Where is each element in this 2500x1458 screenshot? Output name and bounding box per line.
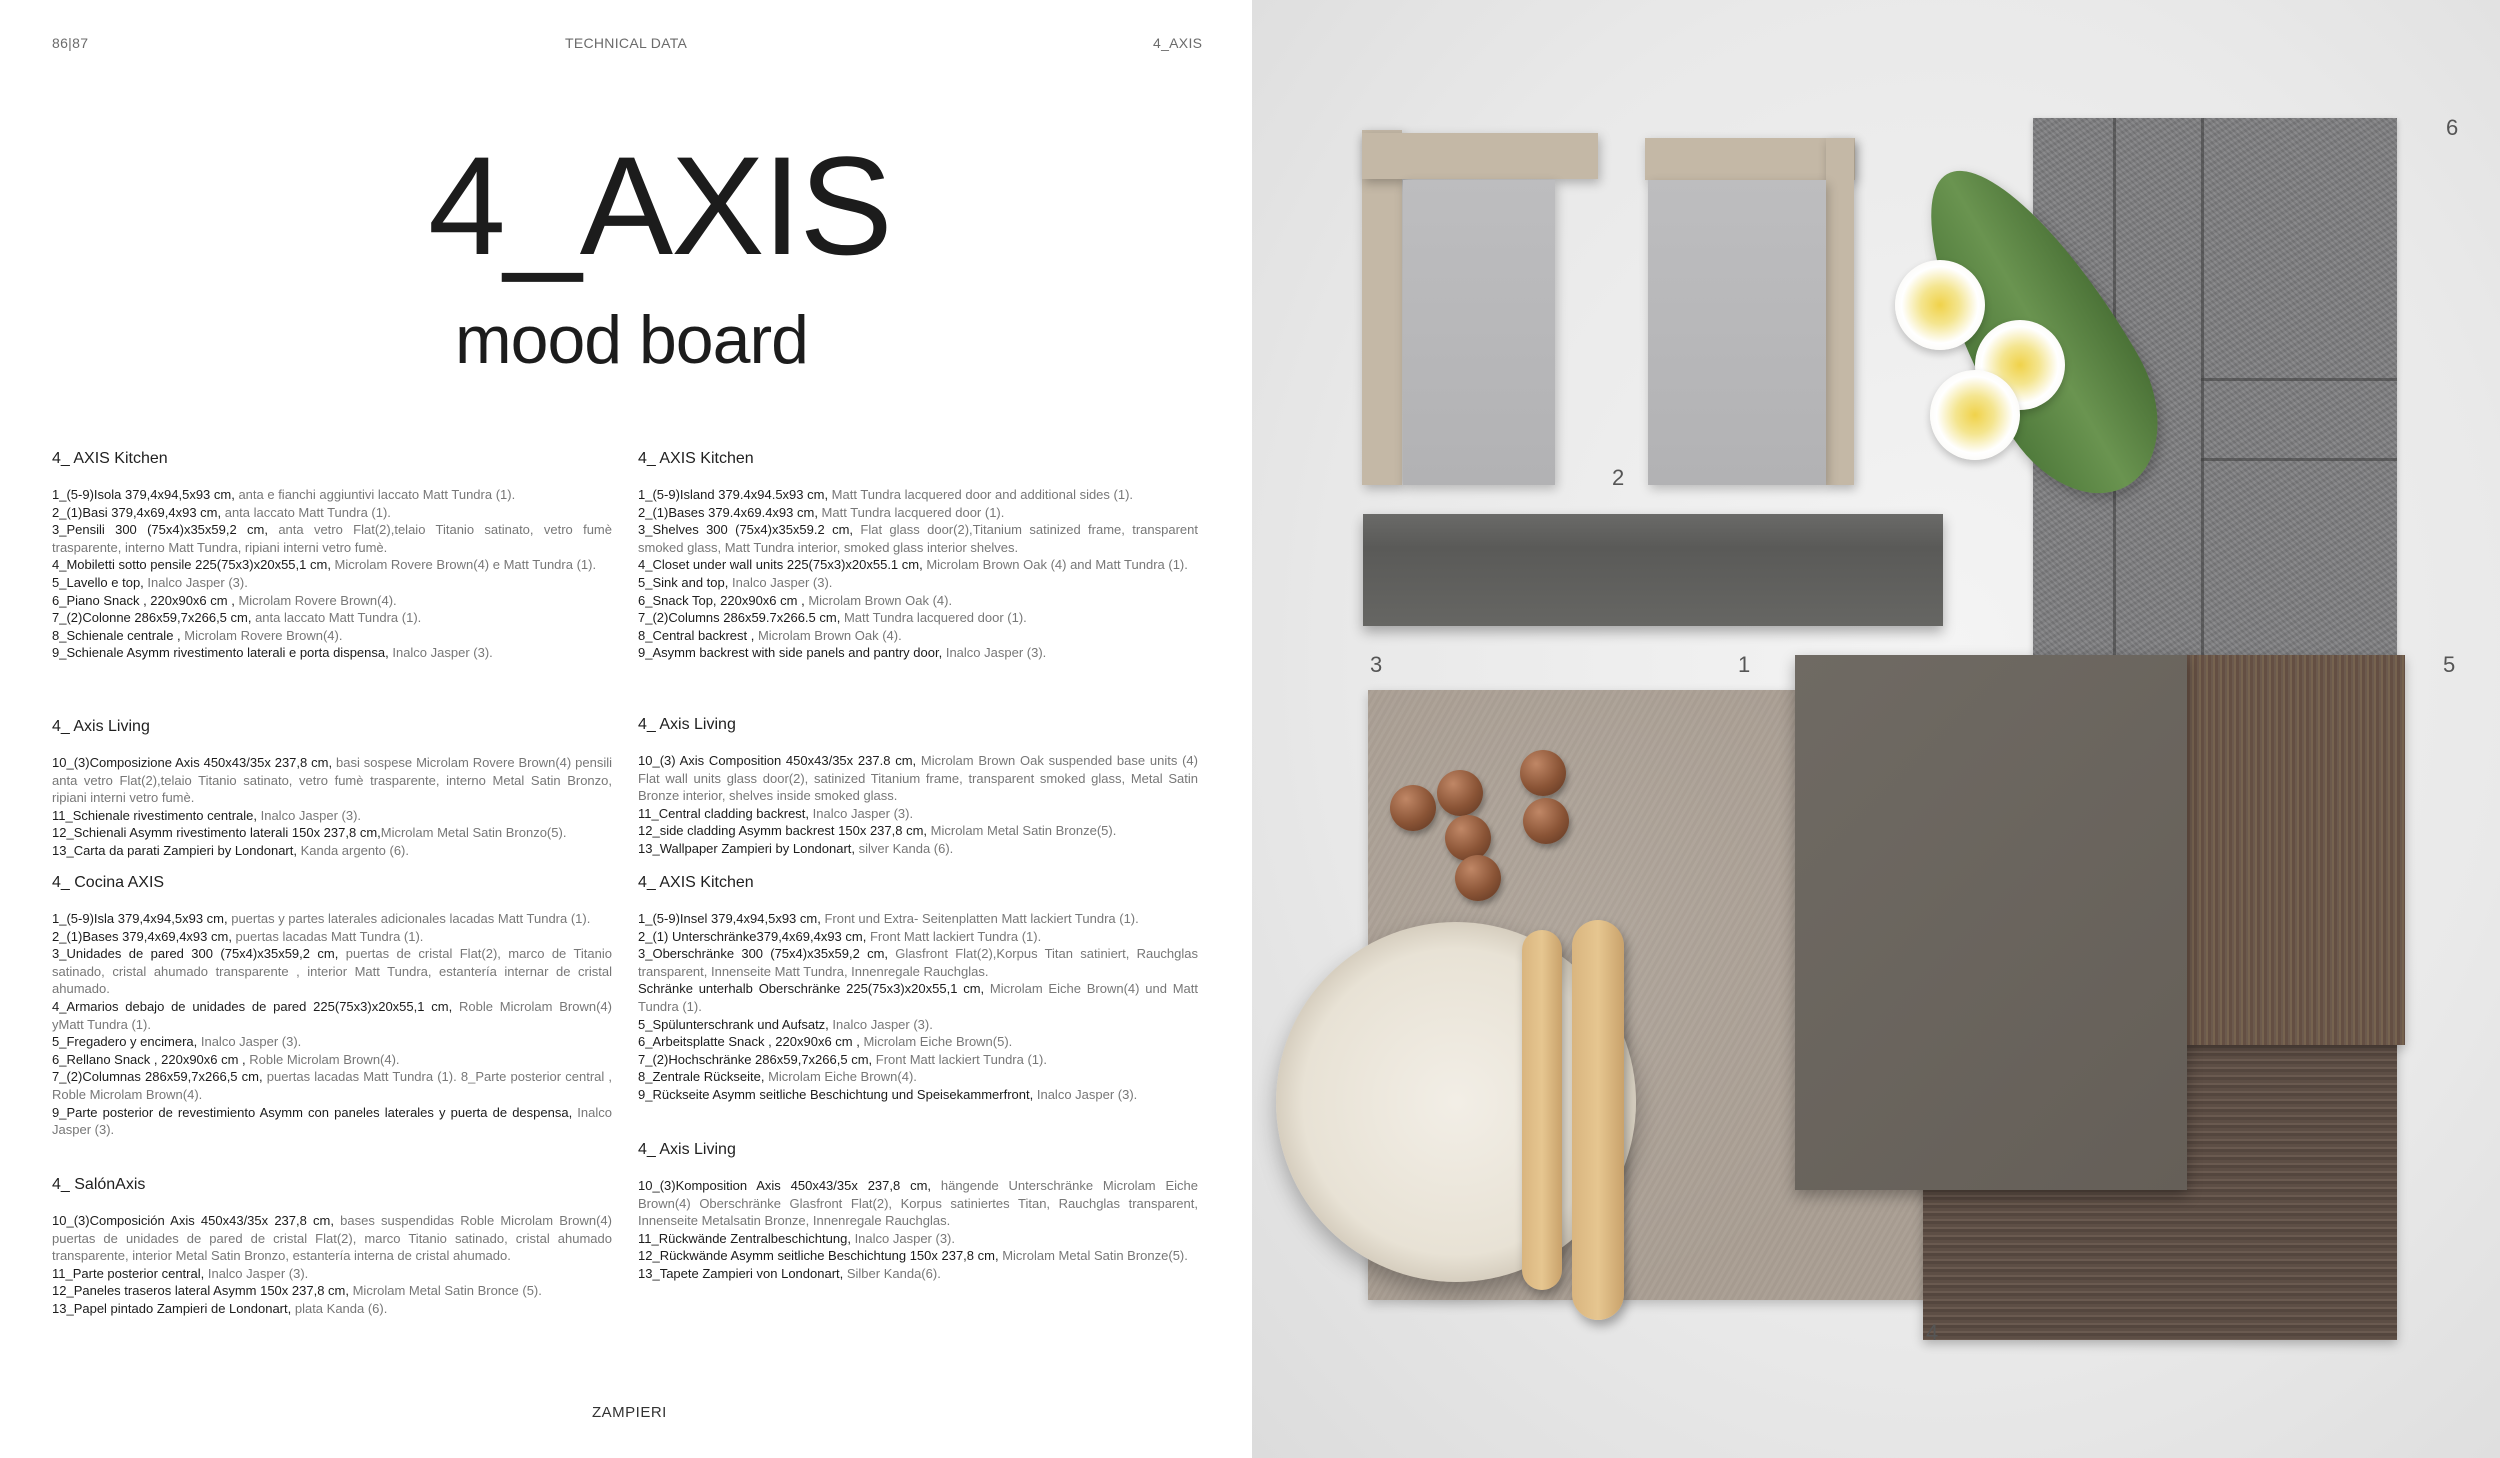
spec-item-desc: Inalco Jasper (3).: [197, 1034, 302, 1050]
spec-item-desc: Inalco Jasper (3).: [143, 574, 248, 590]
spec-item: [52, 1265, 612, 1283]
spec-heading: 4_ AXIS Kitchen: [638, 874, 754, 891]
spec-item: [52, 998, 612, 1033]
spec-item-code: 6_Arbeitsplatte Snack , 220x90x6 cm ,: [638, 1034, 860, 1050]
spec-item: [52, 1068, 612, 1103]
spec-item-code: 12_Rückwände Asymm seitliche Beschichtung 150x 237,8 cm,: [638, 1248, 999, 1264]
flower-icon: [1930, 370, 2020, 460]
spec-item-desc: Front Matt lackiert Tundra (1).: [866, 928, 1042, 944]
spec-item-desc: hängende Unterschränke Microlam Eiche Brown(4) Oberschränke Glasfront Flat(2), Korpus satiniertes Titan, Rauchglas transparent, Innenseite Metalsatin Bronze, Innenregale Rauchglas.: [638, 1178, 1198, 1229]
spec-item-code: 4_Closet under wall units 225(75x3)x20x55.1 cm,: [638, 557, 923, 573]
spec-item-code: 11_Central cladding backrest,: [638, 805, 810, 821]
spec-item-desc: Silber Kanda(6).: [843, 1265, 941, 1281]
glass-door-icon: [1403, 180, 1555, 485]
spec-item: [638, 945, 1198, 980]
spec-item-code: 8_Schienale centrale ,: [52, 627, 181, 643]
spec-item-desc: Matt Tundra lacquered door (1).: [817, 504, 1005, 520]
shelf-icon: [1363, 514, 1943, 626]
spec-item-code: 2_(1)Bases 379,4x69,4x93 cm,: [52, 928, 232, 944]
spec-item-code: 2_(1)Bases 379.4x69.4x93 cm,: [638, 504, 818, 520]
spec-item-desc: Inalco Jasper (3).: [257, 807, 362, 823]
spec-item: [52, 824, 612, 842]
spec-block: [52, 874, 612, 1139]
spec-item-code: 9_Rückseite Asymm seitliche Beschichtung und Speisekammerfront,: [638, 1086, 1034, 1102]
spec-item: [638, 627, 1198, 645]
spec-item-desc: Front und Extra- Seitenplatten Matt lackiert Tundra (1).: [820, 911, 1139, 926]
flower-icon: [1895, 260, 1985, 350]
spec-item-desc: Microlam Rovere Brown(4).: [180, 627, 343, 643]
spec-item-code: 5_Fregadero y encimera,: [52, 1034, 198, 1050]
spec-item-desc: Microlam Metal Satin Bronzo(5).: [380, 825, 567, 841]
spec-item-desc: Inalco Jasper (3).: [942, 645, 1047, 661]
spec-item: [52, 945, 612, 998]
spec-item-code: 2_(1) Unterschränke379,4x69,4x93 cm,: [638, 928, 867, 944]
spec-item: [638, 1265, 1198, 1283]
spec-item-desc: Kanda argento (6).: [296, 842, 410, 858]
spec-block: [638, 716, 1198, 858]
spec-item: [638, 752, 1198, 805]
spec-item: [52, 627, 612, 645]
spec-item-code: 10_(3)Composizione Axis 450x43/35x 237,8 cm,: [52, 755, 333, 770]
spec-item: [638, 822, 1198, 840]
spec-item-desc: anta e fianchi aggiuntivi laccato Matt Tundra (1).: [234, 487, 516, 502]
spec-item-desc: Inalco Jasper (3).: [850, 1230, 955, 1246]
spec-item-code: 10_(3) Axis Composition 450x43/35x 237.8 cm,: [638, 753, 917, 768]
spec-item-desc: Inalco Jasper (3).: [388, 645, 493, 661]
spec-item-desc: Inalco Jasper (3).: [52, 1104, 612, 1138]
spec-heading: 4_ AXIS Kitchen: [52, 450, 168, 467]
spec-item-desc: Microlam Metal Satin Bronce (5).: [348, 1283, 542, 1299]
spec-item: [52, 556, 612, 574]
spec-item-code: 8_Central backrest ,: [638, 627, 755, 643]
moodboard-label: 6: [2446, 115, 2459, 140]
moodboard-label: 3: [1370, 652, 1383, 677]
spec-item: [638, 928, 1198, 946]
spec-item: [52, 644, 612, 662]
spec-item-desc: puertas lacadas Matt Tundra (1).: [231, 928, 424, 944]
spec-item-code: 3_Oberschränke 300 (75x4)x35x59,2 cm,: [638, 946, 889, 962]
spec-item-code: 4_Armarios debajo de unidades de pared 225(75x3)x20x55,1 cm,: [52, 998, 453, 1014]
spec-item: [52, 754, 612, 807]
spec-item-code: 2_(1)Basi 379,4x69,4x93 cm,: [52, 504, 222, 520]
spec-item: [638, 486, 1198, 504]
spec-item: [638, 574, 1198, 592]
page-number: 86|87: [52, 35, 89, 51]
spec-item-desc: anta laccato Matt Tundra (1).: [221, 504, 391, 520]
spec-item-desc: Inalco Jasper (3).: [204, 1265, 309, 1281]
spec-item-code: 5_Spülunterschrank und Aufsatz,: [638, 1016, 829, 1032]
spec-item: [638, 521, 1198, 556]
oak-frame-icon: [1645, 138, 1855, 180]
spec-heading: 4_ Axis Living: [638, 716, 736, 733]
spec-item: [638, 1177, 1198, 1230]
page-title: 4_AXIS: [428, 127, 891, 284]
spec-item-desc: Microlam Brown Oak (4).: [804, 592, 953, 608]
hazelnut-icon: [1455, 855, 1501, 901]
spec-item-code: 6_Rellano Snack , 220x90x6 cm ,: [52, 1051, 246, 1067]
hazelnut-icon: [1437, 770, 1483, 816]
spec-item: [52, 807, 612, 825]
spec-item-code: 13_Wallpaper Zampieri by Londonart,: [638, 840, 856, 856]
oak-frame-icon: [1826, 138, 1854, 485]
spec-item-code: 13_Tapete Zampieri von Londonart,: [638, 1265, 844, 1281]
section-tag: 4_AXIS: [1153, 35, 1203, 51]
spec-item-code: 1_(5-9)Isla 379,4x94,5x93 cm,: [52, 911, 228, 926]
spec-item-desc: Roble Microlam Brown(4).: [245, 1051, 400, 1067]
spec-item-code: 7_(2)Hochschränke 286x59,7x266,5 cm,: [638, 1051, 873, 1067]
spec-item-desc: Microlam Eiche Brown(5).: [859, 1034, 1013, 1050]
oak-frame-icon: [1362, 133, 1598, 179]
spec-item-desc: silver Kanda (6).: [855, 840, 954, 856]
spec-item: [638, 556, 1198, 574]
spec-block: [52, 450, 612, 662]
spec-item: [52, 486, 612, 504]
spec-item-desc: Microlam Rovere Brown(4) e Matt Tundra (1).: [330, 557, 597, 573]
moodboard-label: 5: [2443, 652, 2456, 677]
spec-item: [638, 1247, 1198, 1265]
spec-item: [52, 592, 612, 610]
lacquer-panel-icon: [1795, 655, 2187, 1190]
spec-item-code: 13_Carta da parati Zampieri by Londonart,: [52, 842, 297, 858]
spec-item-desc: Flat glass door(2),Titanium satinized frame, transparent smoked glass, Matt Tundra interior, smoked glass interior shelves.: [638, 522, 1198, 555]
spec-item-code: 1_(5-9)Island 379.4x94.5x93 cm,: [638, 487, 829, 502]
spec-item-desc: Inalco Jasper (3).: [1033, 1086, 1138, 1102]
spec-item-desc: Microlam Rovere Brown(4).: [234, 592, 397, 608]
spec-item-desc: Microlam Brown Oak (4) and Matt Tundra (1).: [922, 557, 1188, 573]
spec-item-desc: Microlam Metal Satin Bronze(5).: [998, 1248, 1188, 1264]
spec-item-code: 10_(3)Composición Axis 450x43/35x 237,8 cm,: [52, 1213, 334, 1228]
footer-brand: ZAMPIERI: [592, 1404, 667, 1421]
spec-item-code: 1_(5-9)Isola 379,4x94,5x93 cm,: [52, 487, 235, 502]
spec-item: [52, 928, 612, 946]
spec-item-desc: Microlam Brown Oak (4).: [754, 627, 902, 643]
spec-item-code: 3_Pensili 300 (75x4)x35x59,2 cm,: [52, 522, 268, 538]
spec-item-desc: anta laccato Matt Tundra (1).: [251, 610, 422, 626]
spec-item: [52, 1300, 612, 1318]
spec-item-code: 6_Snack Top, 220x90x6 cm ,: [638, 592, 805, 608]
spec-item-desc: Glasfront Flat(2),Korpus Titan satiniert, Rauchglas transparent, Innenseite Matt Tundra, Innenregale Rauchglas.: [638, 946, 1199, 979]
spec-item: [52, 1033, 612, 1051]
spec-item-desc: basi sospese Microlam Rovere Brown(4) pensili anta vetro Flat(2),telaio Titanio satinato, vetro fumè trasparente, interno Metal Satin Bronzo, ripiani interni vetro fumè.: [52, 755, 612, 806]
spec-heading: 4_ Cocina AXIS: [52, 874, 165, 891]
spec-item: [52, 504, 612, 522]
spec-item-code: 3_Shelves 300 (75x4)x35x59.2 cm,: [638, 522, 854, 538]
spec-item-desc: Microlam Eiche Brown(4).: [764, 1069, 917, 1085]
spec-item-code: 6_Piano Snack , 220x90x6 cm ,: [52, 592, 235, 608]
spec-item-code: Schränke unterhalb Oberschränke 225(75x3)x20x55,1 cm,: [638, 981, 985, 997]
spec-item: [638, 1068, 1198, 1086]
spec-item-code: 11_Parte posterior central,: [52, 1265, 205, 1281]
oak-frame-icon: [1362, 130, 1402, 485]
spec-heading: 4_ SalónAxis: [52, 1176, 146, 1193]
spec-item: [638, 840, 1198, 858]
spec-item: [638, 1033, 1198, 1051]
hazelnut-icon: [1520, 750, 1566, 796]
hazelnut-icon: [1390, 785, 1436, 831]
spec-item: [52, 1212, 612, 1265]
spec-block: [52, 718, 612, 860]
moodboard-label: 4: [1926, 1320, 1939, 1345]
spec-item-desc: Inalco Jasper (3).: [728, 574, 833, 590]
page-subtitle: mood board: [455, 302, 808, 378]
spec-item-code: 7_(2)Columnas 286x59,7x266,5 cm,: [52, 1069, 263, 1085]
utensil-icon: [1522, 930, 1562, 1290]
spec-item: [638, 1086, 1198, 1104]
hazelnut-icon: [1445, 815, 1491, 861]
spec-item: [52, 842, 612, 860]
spec-item: [52, 521, 612, 556]
spec-item: [638, 1016, 1198, 1034]
spec-block: [638, 874, 1198, 1104]
spec-item-code: 10_(3)Komposition Axis 450x43/35x 237,8 cm,: [638, 1178, 932, 1193]
spec-heading: 4_ AXIS Kitchen: [638, 450, 754, 467]
spec-item-code: 13_Papel pintado Zampieri de Londonart,: [52, 1300, 292, 1316]
spec-item-code: 11_Schienale rivestimento centrale,: [52, 807, 257, 823]
spec-item-desc: plata Kanda (6).: [291, 1300, 388, 1316]
spec-item-desc: Microlam Brown Oak suspended base units (4) Flat wall units glass door(2), satinized Titanium frame, transparent smoked glass, Metal Satin Bronze interior, shelves inside smoked glass.: [638, 753, 1198, 804]
spec-block: [52, 1176, 612, 1318]
spec-item-desc: anta vetro Flat(2),telaio Titanio satinato, vetro fumè trasparente, interno Matt Tundra, ripiani interni vetro fumè.: [52, 522, 612, 555]
spec-item-code: 11_Rückwände Zentralbeschichtung,: [638, 1230, 851, 1246]
spec-item-code: 9_Asymm backrest with side panels and pantry door,: [638, 645, 943, 661]
spec-item-code: 12_Schienali Asymm rivestimento laterali 150x 237,8 cm,: [52, 825, 381, 841]
spec-item-code: 5_Sink and top,: [638, 574, 729, 590]
spec-item: [52, 574, 612, 592]
stone-seam: [2201, 378, 2397, 381]
spec-item: [638, 910, 1198, 928]
spec-item-desc: bases suspendidas Roble Microlam Brown(4) puertas de unidades de pared de cristal Flat(2), marco Titanio satinado, cristal ahumado transparente, interior Metal Satin Bronzo, estantería interna de cristal ahumado.: [52, 1213, 612, 1264]
spec-item-desc: Microlam Metal Satin Bronze(5).: [927, 823, 1117, 839]
spec-item-code: 7_(2)Colonne 286x59,7x266,5 cm,: [52, 610, 252, 626]
moodboard-label: 1: [1738, 652, 1751, 677]
spec-item: [52, 910, 612, 928]
spec-heading: 4_ Axis Living: [52, 718, 150, 735]
section-title: TECHNICAL DATA: [565, 35, 688, 51]
spec-item-code: 5_Lavello e top,: [52, 574, 144, 590]
spec-item-desc: puertas de cristal Flat(2), marco de Titanio satinado, cristal ahumado transparente , interior Matt Tundra, estantería internar de cristal ahumado.: [52, 946, 612, 997]
spec-item-desc: Inalco Jasper (3).: [809, 805, 914, 821]
utensil-icon: [1572, 920, 1624, 1320]
spec-item-desc: Matt Tundra lacquered door (1).: [840, 610, 1027, 626]
spec-item: [638, 980, 1198, 1015]
spec-item: [638, 592, 1198, 610]
spec-item: [638, 504, 1198, 522]
spec-item: [52, 1282, 612, 1300]
spec-item-code: 12_Paneles traseros lateral Asymm 150x 237,8 cm,: [52, 1283, 349, 1299]
spec-item-desc: Microlam Eiche Brown(4) und Matt Tundra (1).: [638, 981, 1198, 1014]
spec-item-code: 3_Unidades de pared 300 (75x4)x35x59,2 cm,: [52, 946, 339, 962]
hazelnut-icon: [1523, 798, 1569, 844]
moodboard-label: 2: [1612, 465, 1625, 490]
stone-seam: [2201, 458, 2397, 461]
spec-item-code: 1_(5-9)Insel 379,4x94,5x93 cm,: [638, 911, 821, 926]
spec-item-desc: puertas y partes laterales adicionales lacadas Matt Tundra (1).: [227, 911, 591, 926]
spec-item: [638, 1230, 1198, 1248]
spec-item-code: 8_Zentrale Rückseite,: [638, 1069, 765, 1085]
spec-item: [52, 1104, 612, 1139]
wood-panel-icon: [2183, 655, 2405, 1045]
spec-item: [52, 609, 612, 627]
glass-door-icon: [1648, 180, 1826, 485]
spec-item-code: 12_side cladding Asymm backrest 150x 237,8 cm,: [638, 823, 928, 839]
spec-item-desc: Matt Tundra lacquered door and additional sides (1).: [828, 487, 1134, 502]
spec-item: [638, 1051, 1198, 1069]
spec-item-code: 7_(2)Columns 286x59.7x266.5 cm,: [638, 610, 841, 626]
spec-item-code: 9_Schienale Asymm rivestimento laterali e porta dispensa,: [52, 645, 389, 661]
spec-block: [638, 1141, 1198, 1283]
spec-item-desc: Inalco Jasper (3).: [828, 1016, 933, 1032]
spec-block: [638, 450, 1198, 662]
stone-seam: [2201, 118, 2204, 658]
spec-item-desc: puertas lacadas Matt Tundra (1). 8_Parte posterior central , Roble Microlam Brown(4).: [52, 1069, 613, 1102]
spec-item-desc: Roble Microlam Brown(4) yMatt Tundra (1).: [52, 998, 612, 1032]
spec-item-code: 4_Mobiletti sotto pensile 225(75x3)x20x55,1 cm,: [52, 557, 331, 573]
spec-item-desc: Front Matt lackiert Tundra (1).: [872, 1051, 1047, 1067]
spec-item: [638, 805, 1198, 823]
spec-item: [52, 1051, 612, 1069]
spec-item-code: 9_Parte posterior de revestimiento Asymm con paneles laterales y puerta de despensa,: [52, 1104, 573, 1120]
spec-heading: 4_ Axis Living: [638, 1141, 736, 1158]
spec-item: [638, 644, 1198, 662]
spec-item: [638, 609, 1198, 627]
